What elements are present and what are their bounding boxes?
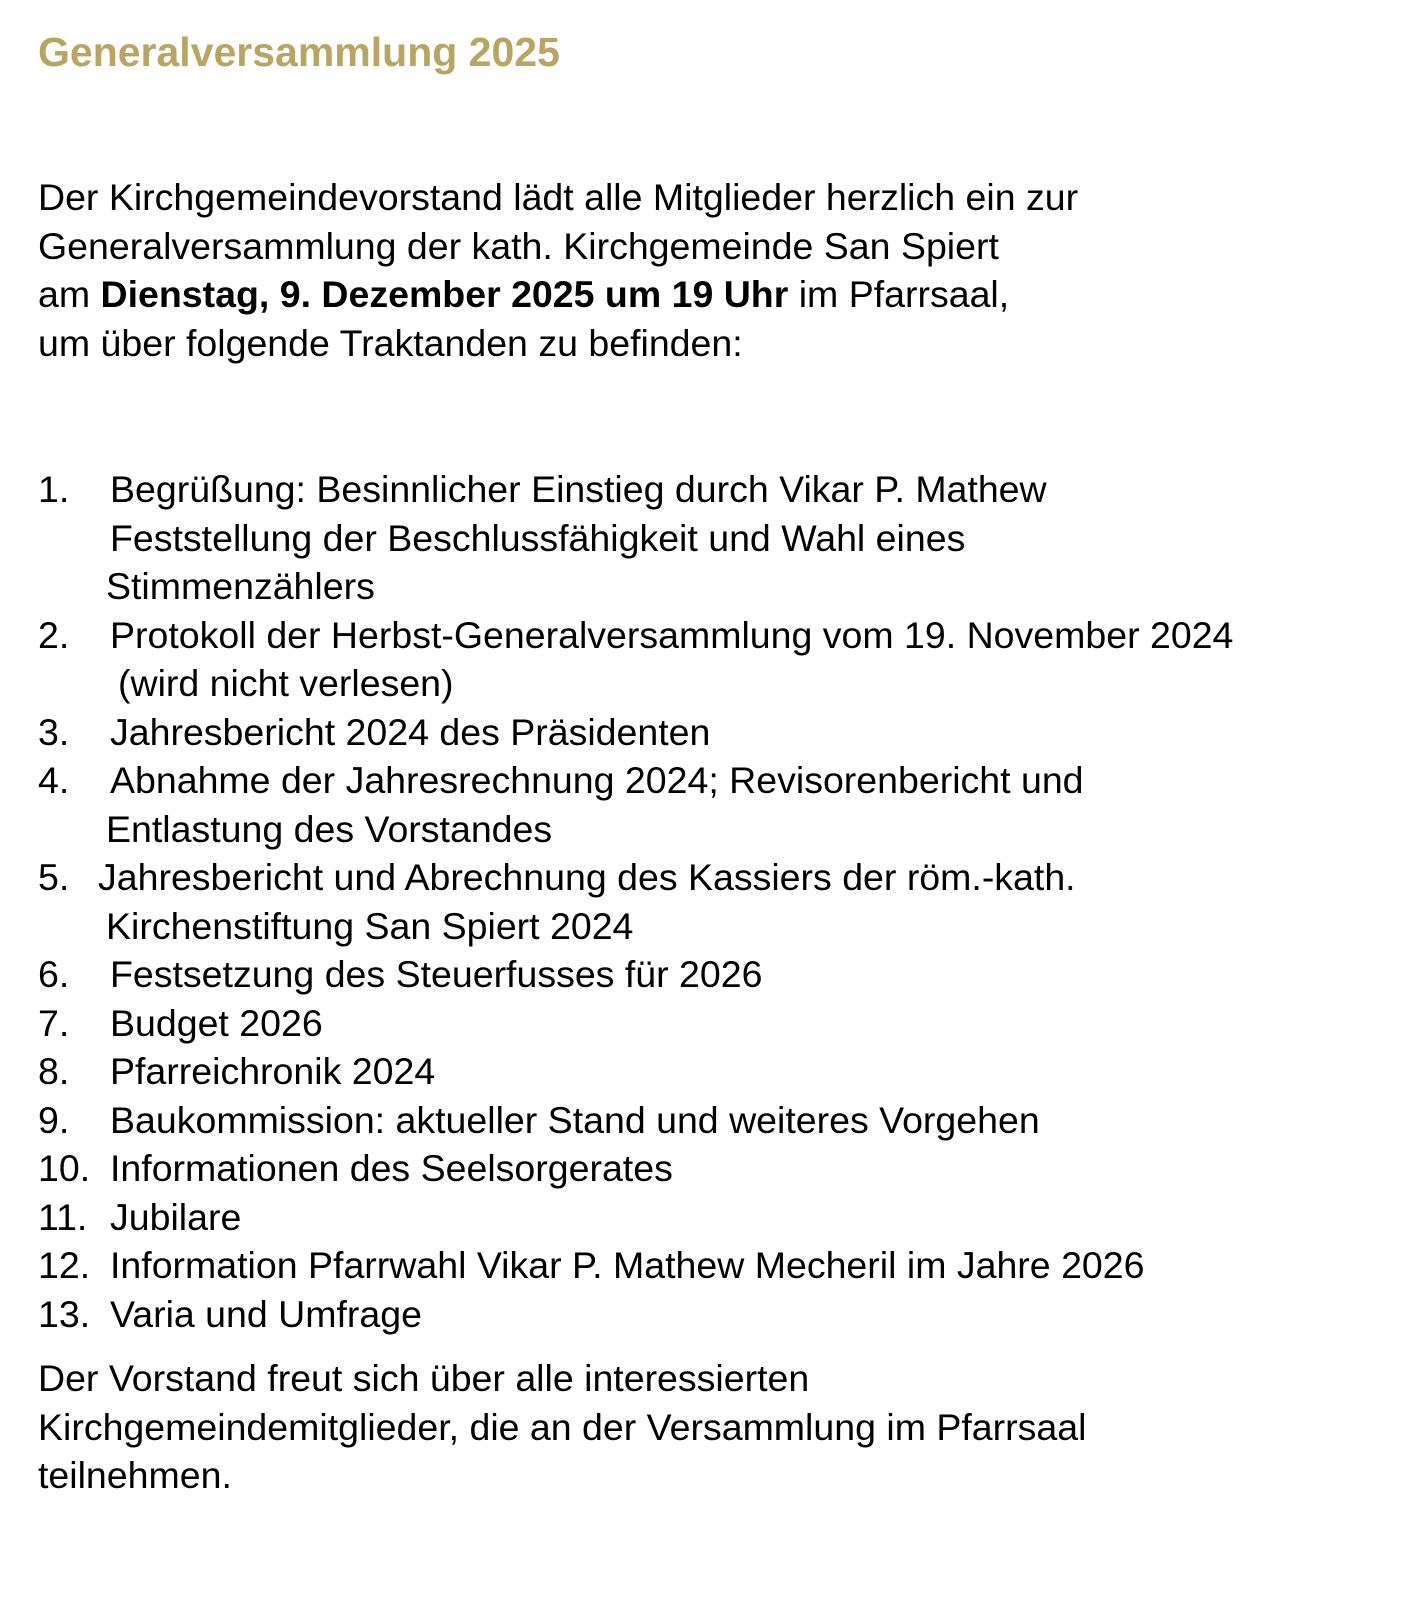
agenda-item-line: (wird nicht verlesen)	[118, 662, 454, 704]
agenda-item-number: 13.	[38, 1292, 91, 1335]
intro-line-3-suffix: im Pfarrsaal,	[788, 273, 1010, 315]
agenda-item	[38, 1144, 1233, 1193]
agenda-item	[38, 708, 1233, 757]
meeting-date: Dienstag, 9. Dezember 2025 um 19 Uhr	[100, 273, 789, 315]
agenda-item-line: Protokoll der Herbst-Generalversammlung vom 19. November 2024	[110, 613, 1234, 656]
intro-line-3-prefix: am	[38, 273, 101, 315]
agenda-item	[38, 465, 1233, 611]
agenda-item	[38, 1193, 1233, 1242]
agenda-item-text	[38, 1096, 1233, 1145]
agenda-item-text	[38, 611, 1233, 708]
intro-paragraph	[38, 173, 1078, 367]
agenda-item-line: Entlastung des Vorstandes	[106, 807, 553, 850]
agenda-item-line: Informationen des Seelsorgerates	[110, 1147, 673, 1189]
agenda-item-text	[38, 950, 1233, 999]
agenda-item-number: 7.	[38, 1001, 70, 1044]
closing-line-1: Der Vorstand freut sich über alle interessierten	[38, 1357, 810, 1399]
agenda-item-number: 4.	[38, 759, 70, 801]
closing-line-3: teilnehmen.	[38, 1454, 232, 1496]
agenda-item-line: Jubilare	[110, 1195, 242, 1238]
agenda-item-line: Baukommission: aktueller Stand und weiteres Vorgehen	[110, 1098, 1040, 1141]
agenda-item-line: Information Pfarrwahl Vikar P. Mathew Mecheril im Jahre 2026	[110, 1244, 1145, 1286]
agenda-list	[38, 465, 1233, 1338]
agenda-item-number: 6.	[38, 953, 70, 995]
agenda-item-line: Feststellung der Beschlussfähigkeit und Wahl eines	[110, 516, 966, 559]
agenda-item-number: 11.	[38, 1195, 88, 1238]
agenda-item-line: Jahresbericht und Abrechnung des Kassiers der röm.-kath.	[98, 856, 1076, 898]
agenda-item-text	[38, 756, 1233, 853]
closing-line-2: Kirchgemeindemitglieder, die an der Versammlung im Pfarrsaal	[38, 1405, 1087, 1448]
intro-line-4: um über folgende Traktanden zu befinden:	[38, 321, 743, 364]
agenda-item-line: Varia und Umfrage	[110, 1292, 422, 1335]
agenda-item-number: 8.	[38, 1050, 70, 1092]
agenda-item-text	[38, 1193, 1233, 1242]
agenda-item-number: 5.	[38, 856, 70, 898]
agenda-item-text	[38, 999, 1233, 1048]
closing-paragraph	[38, 1354, 1086, 1500]
intro-line-2: Generalversammlung der kath. Kirchgemeinde San Spiert	[38, 224, 999, 267]
agenda-item	[38, 756, 1233, 853]
agenda-item	[38, 611, 1233, 708]
agenda-item	[38, 1241, 1233, 1290]
agenda-item	[38, 950, 1233, 999]
document-page	[38, 0, 1408, 1617]
agenda-item-line: Kirchenstiftung San Spiert 2024	[106, 904, 634, 947]
agenda-item-number: 3.	[38, 710, 70, 753]
agenda-item	[38, 1047, 1233, 1096]
agenda-item-number: 9.	[38, 1098, 70, 1141]
agenda-item-line: Budget 2026	[110, 1001, 323, 1044]
agenda-item-line: Festsetzung des Steuerfusses für 2026	[110, 953, 763, 995]
agenda-item-text	[38, 1047, 1233, 1096]
agenda-item-text	[38, 465, 1233, 611]
agenda-item-number: 1.	[38, 468, 70, 510]
agenda-item-text	[38, 708, 1233, 757]
agenda-item-text	[38, 1241, 1233, 1290]
agenda-item-number: 10.	[38, 1147, 91, 1189]
agenda-item	[38, 1096, 1233, 1145]
agenda-item-number: 12.	[38, 1244, 91, 1286]
agenda-item-text	[38, 1144, 1233, 1193]
agenda-item-line: Pfarreichronik 2024	[110, 1050, 436, 1092]
intro-line-1: Der Kirchgemeindevorstand lädt alle Mitglieder herzlich ein zur	[38, 176, 1079, 218]
agenda-item-text	[38, 853, 1233, 950]
agenda-item-number: 2.	[38, 613, 70, 656]
agenda-item	[38, 853, 1233, 950]
agenda-item-line: Begrüßung: Besinnlicher Einstieg durch Vikar P. Mathew	[110, 468, 1047, 510]
agenda-item-line: Stimmenzählers	[106, 565, 375, 607]
agenda-item	[38, 999, 1233, 1048]
page-title: Generalversammlung 2025	[38, 29, 560, 75]
agenda-item	[38, 1290, 1233, 1339]
agenda-item-line: Jahresbericht 2024 des Präsidenten	[110, 710, 711, 753]
agenda-item-line: Abnahme der Jahresrechnung 2024; Revisorenbericht und	[110, 759, 1084, 801]
agenda-item-text	[38, 1290, 1233, 1339]
